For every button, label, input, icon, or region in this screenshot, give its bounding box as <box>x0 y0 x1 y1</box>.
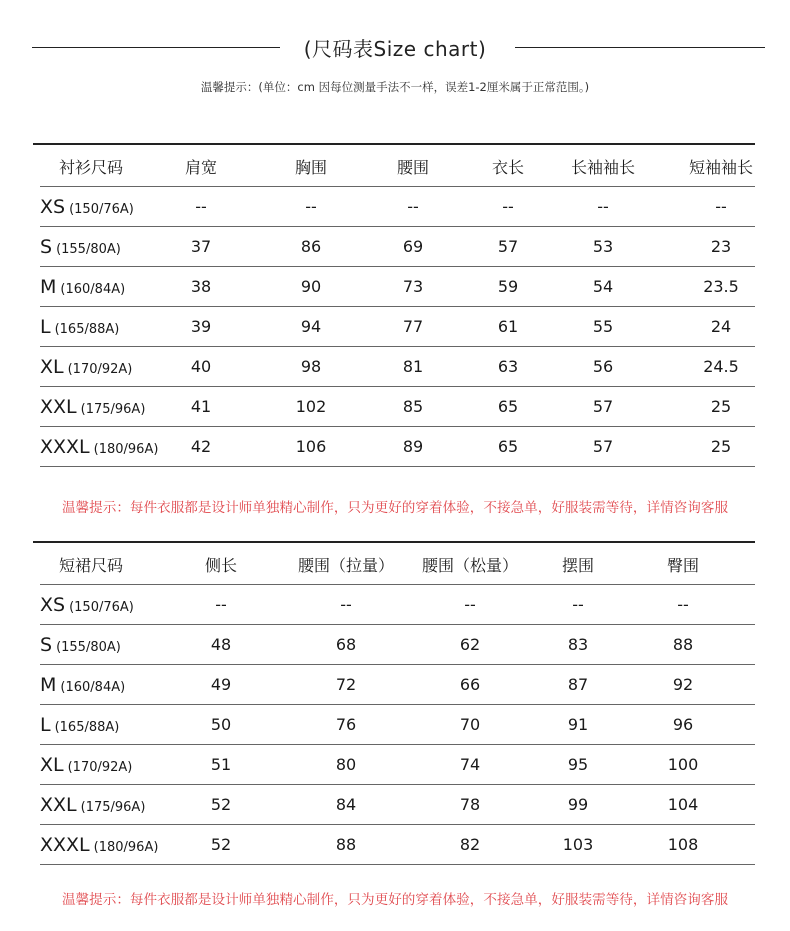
table-cell: 106 <box>295 437 327 456</box>
table-row <box>33 187 755 227</box>
table-cell: 25 <box>710 437 732 456</box>
column-header: 长袖袖长 <box>570 158 635 177</box>
table-cell: 24 <box>710 317 732 336</box>
table-cell: 63 <box>497 357 519 376</box>
table-cell: 78 <box>459 795 481 814</box>
table-cell: 91 <box>567 715 589 734</box>
size-code: (165/88A) <box>54 720 120 735</box>
table-cell: 53 <box>592 237 614 256</box>
table-cell: 76 <box>335 715 357 734</box>
size-letter: XL <box>40 754 64 776</box>
table-header-row <box>33 148 755 188</box>
size-letter: M <box>40 276 57 298</box>
table-header-row <box>33 546 755 586</box>
size-label <box>40 625 180 665</box>
column-header: 肩宽 <box>184 158 217 177</box>
table-cell: 108 <box>667 835 699 854</box>
table-cell: 96 <box>672 715 694 734</box>
size-code: (175/96A) <box>80 402 146 417</box>
table-cell: 41 <box>190 397 212 416</box>
size-label <box>40 705 180 745</box>
table-cell: 89 <box>402 437 424 456</box>
unit-note: 温馨提示：(单位：cm 因每位测量手法不一样，误差1-2厘米属于正常范围。) <box>200 80 590 94</box>
size-letter: XS <box>40 594 66 616</box>
table-cell: 23.5 <box>703 277 739 296</box>
skirt-size-table <box>33 541 755 865</box>
table-cell: 39 <box>190 317 212 336</box>
size-letter: M <box>40 674 57 696</box>
table-cell: -- <box>502 197 514 216</box>
size-letter: S <box>40 634 53 656</box>
table-cell: 84 <box>335 795 357 814</box>
column-header: 腰围（拉量） <box>297 556 394 575</box>
table-cell: 80 <box>335 755 357 774</box>
table-row <box>33 785 755 825</box>
table-cell: 51 <box>210 755 232 774</box>
column-header: 衣长 <box>491 158 524 177</box>
table-cell: 77 <box>402 317 424 336</box>
column-header-size: 衬衫尺码 <box>58 158 123 177</box>
table-cell: 98 <box>300 357 322 376</box>
size-letter: XXL <box>40 794 77 816</box>
column-header: 侧长 <box>204 556 237 575</box>
table-cell: 87 <box>567 675 589 694</box>
table-row <box>33 625 755 665</box>
table-row <box>33 427 755 467</box>
size-code: (175/96A) <box>80 800 146 815</box>
skirt-warning: 温馨提示：每件衣服都是设计师单独精心制作，只为更好的穿着体验，不接急单，好服装需等待，详情咨询客服 <box>61 892 729 908</box>
size-code: (170/92A) <box>67 362 133 377</box>
size-code: (155/80A) <box>56 640 121 655</box>
table-cell: 42 <box>190 437 212 456</box>
size-letter: S <box>40 236 53 258</box>
table-cell: 25 <box>710 397 732 416</box>
size-code: (180/96A) <box>93 840 159 855</box>
table-cell: -- <box>715 197 727 216</box>
table-cell: -- <box>572 595 584 614</box>
size-code: (160/84A) <box>60 282 126 297</box>
shirt-size-table <box>33 143 755 467</box>
table-cell: 88 <box>335 835 357 854</box>
table-row <box>33 227 755 267</box>
table-cell: -- <box>677 595 689 614</box>
table-row <box>33 705 755 745</box>
size-letter: XXXL <box>40 834 90 856</box>
column-header: 摆围 <box>561 556 594 575</box>
size-letter: XS <box>40 196 66 218</box>
table-cell: -- <box>195 197 207 216</box>
size-letter: XXL <box>40 396 77 418</box>
table-cell: 52 <box>210 835 232 854</box>
table-cell: 66 <box>459 675 481 694</box>
column-header: 腰围 <box>396 158 429 177</box>
size-letter: L <box>40 316 51 338</box>
table-cell: -- <box>215 595 227 614</box>
table-cell: 83 <box>567 635 589 654</box>
size-code: (170/92A) <box>67 760 133 775</box>
table-row <box>33 347 755 387</box>
column-header: 臀围 <box>666 556 699 575</box>
row-divider <box>40 466 755 467</box>
column-header: 腰围（松量） <box>421 556 518 575</box>
table-cell: 48 <box>210 635 232 654</box>
table-cell: 82 <box>459 835 481 854</box>
table-cell: 104 <box>667 795 699 814</box>
table-cell: -- <box>464 595 476 614</box>
table-cell: 72 <box>335 675 357 694</box>
size-code: (150/76A) <box>69 600 134 615</box>
size-label <box>40 745 180 785</box>
table-cell: 55 <box>592 317 614 336</box>
size-label <box>40 785 180 825</box>
table-cell: 99 <box>567 795 589 814</box>
table-cell: 54 <box>592 277 614 296</box>
size-code: (165/88A) <box>54 322 120 337</box>
table-cell: 65 <box>497 437 519 456</box>
table-cell: 61 <box>497 317 519 336</box>
table-cell: 57 <box>592 437 614 456</box>
size-label <box>40 665 180 705</box>
table-cell: 68 <box>335 635 357 654</box>
page-title: (尺码表Size chart) <box>303 37 487 61</box>
table-top-rule <box>33 143 755 145</box>
table-cell: 90 <box>300 277 322 296</box>
table-cell: 62 <box>459 635 481 654</box>
table-cell: 81 <box>402 357 424 376</box>
title-rule-right <box>515 47 765 48</box>
table-row <box>33 825 755 865</box>
size-code: (150/76A) <box>69 202 134 217</box>
column-header: 短袖袖长 <box>688 158 753 177</box>
size-code: (160/84A) <box>60 680 126 695</box>
table-cell: 59 <box>497 277 519 296</box>
table-cell: 57 <box>497 237 519 256</box>
table-cell: -- <box>340 595 352 614</box>
table-cell: 52 <box>210 795 232 814</box>
shirt-warning: 温馨提示：每件衣服都是设计师单独精心制作，只为更好的穿着体验，不接急单，好服装需等待，详情咨询客服 <box>61 500 729 516</box>
table-cell: 100 <box>667 755 699 774</box>
table-row <box>33 745 755 785</box>
table-cell: 57 <box>592 397 614 416</box>
size-letter: XXXL <box>40 436 90 458</box>
column-header: 胸围 <box>294 158 327 177</box>
table-cell: 94 <box>300 317 322 336</box>
table-cell: 50 <box>210 715 232 734</box>
table-cell: 38 <box>190 277 212 296</box>
table-cell: 88 <box>672 635 694 654</box>
table-row <box>33 665 755 705</box>
table-cell: 103 <box>562 835 594 854</box>
row-divider <box>40 864 755 865</box>
size-code: (180/96A) <box>93 442 159 457</box>
table-cell: 95 <box>567 755 589 774</box>
table-row <box>33 267 755 307</box>
table-cell: -- <box>305 197 317 216</box>
table-cell: 92 <box>672 675 694 694</box>
table-cell: 40 <box>190 357 212 376</box>
table-cell: -- <box>597 197 609 216</box>
table-row <box>33 387 755 427</box>
table-row <box>33 307 755 347</box>
size-letter: L <box>40 714 51 736</box>
size-label <box>40 825 180 865</box>
table-cell: 69 <box>402 237 424 256</box>
size-label <box>40 585 180 625</box>
table-cell: -- <box>407 197 419 216</box>
table-cell: 37 <box>190 237 212 256</box>
table-cell: 23 <box>710 237 732 256</box>
table-cell: 49 <box>210 675 232 694</box>
column-header-size: 短裙尺码 <box>58 556 123 575</box>
table-cell: 70 <box>459 715 481 734</box>
table-cell: 102 <box>295 397 327 416</box>
table-cell: 24.5 <box>703 357 739 376</box>
table-cell: 85 <box>402 397 424 416</box>
table-cell: 86 <box>300 237 322 256</box>
table-cell: 74 <box>459 755 481 774</box>
table-cell: 56 <box>592 357 614 376</box>
size-letter: XL <box>40 356 64 378</box>
table-top-rule <box>33 541 755 543</box>
table-cell: 73 <box>402 277 424 296</box>
size-code: (155/80A) <box>56 242 121 257</box>
table-cell: 65 <box>497 397 519 416</box>
table-row <box>33 585 755 625</box>
